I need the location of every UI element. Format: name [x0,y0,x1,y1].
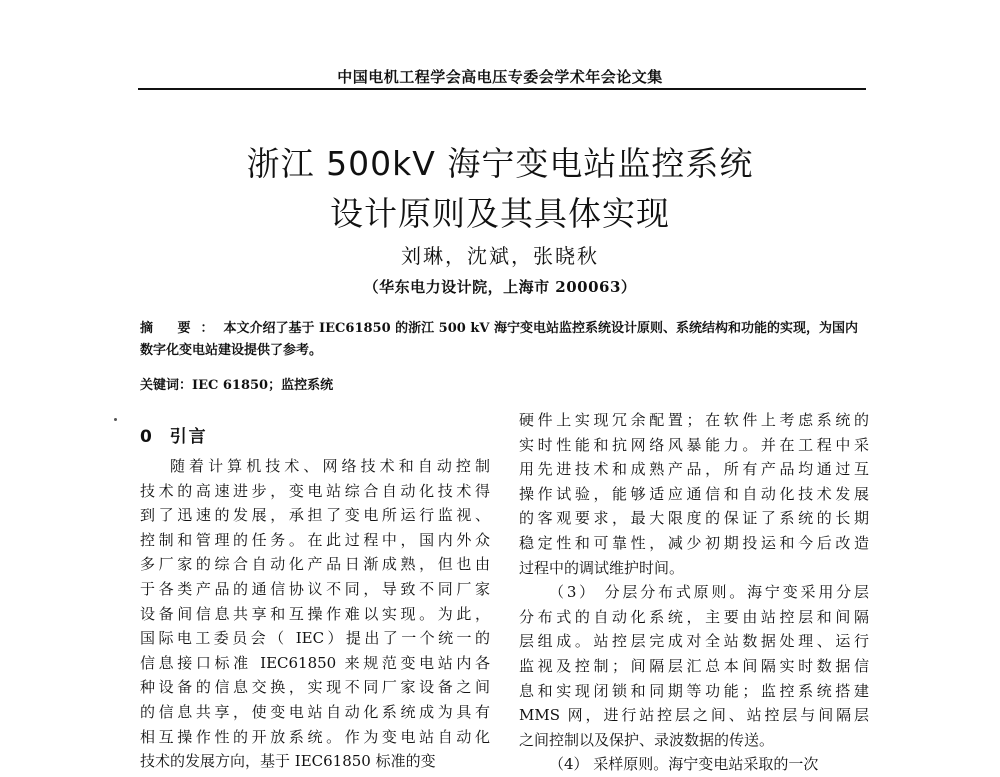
right-column [519,408,869,777]
text-line: 技术的高速进步，变电站综合自动化技术得 [140,481,490,500]
text-line: 种设备的信息交换，实现不同厂家设备之间 [140,678,490,697]
text-line: 稳定性和可靠性，减少初期投运和今后改造 [519,533,869,552]
text-line: 控制和管理的任务。在此过程中，国内外众 [140,530,490,549]
text-line: MMS 网，进行站控层之间、站控层与间隔层 [519,706,869,725]
text-line: 的信息共享，使变电站自动化系统成为具有 [140,702,490,721]
abstract [140,318,868,362]
text-line: 国际电工委员会（ IEC）提出了一个统一的 [140,629,490,648]
paper-title-line-1: 浙江 500kV 海宁变电站监控系统 [246,144,754,183]
header-rule [138,88,866,90]
affiliation: （华东电力设计院，上海市 200063） [363,278,637,296]
text-line: 层组成。站控层完成对全站数据处理、运行 [519,632,869,651]
section-number: 0 [140,427,154,447]
text-line: 随着计算机技术、网络技术和自动控制 [170,457,490,475]
text-line: 于各类产品的通信协议不同，导致不同厂家 [140,579,490,598]
left-column [140,454,490,774]
text-line: （3） 分层分布式原则。海宁变采用分层 [549,583,869,602]
section-heading [140,422,208,447]
text-line: 之间控制以及保护、录波数据的传送。 [519,730,775,749]
keywords-text: IEC 61850；监控系统 [192,378,334,393]
text-line: 监视及控制；间隔层汇总本间隔实时数据信 [519,656,869,675]
text-line: 的客观要求，最大限度的保证了系统的长期 [519,509,869,528]
text-line: 操作试验，能够适应通信和自动化技术发展 [519,484,869,503]
text-line: 到了迅速的发展，承担了变电所运行监视、 [140,506,490,525]
text-line: 息和实现闭锁和同期等功能；监控系统搭建 [519,681,869,700]
text-line: 信息接口标准 IEC61850 来规范变电站内各 [140,653,490,672]
paper-title-line-2: 设计原则及其具体实现 [330,194,670,233]
text-line: 多厂家的综合自动化产品日渐成熟，但也由 [140,555,490,574]
section-title: 引言 [169,427,208,447]
keywords-label: 关键词： [140,378,193,393]
abstract-label: 摘 要： [140,321,224,336]
text-line: 技术的发展方向，基于 IEC61850 标准的变 [140,752,436,771]
text-line: 用先进技术和成熟产品，所有产品均通过互 [519,460,869,479]
text-line: 分布式的自动化系统，主要由站控层和间隔 [519,607,869,626]
text-line: （4） 采样原则。海宁变电站采取的一次 [549,755,819,774]
text-line: 实时性能和抗网络风暴能力。并在工程中采 [519,435,869,454]
text-line: 硬件上实现冗余配置；在软件上考虑系统的 [519,411,869,429]
keywords [140,374,868,393]
running-header: 中国电机工程学会高电压专委会学术年会论文集 [337,68,663,86]
margin-dot [114,418,117,421]
text-line: 过程中的调试维护时间。 [519,558,685,577]
text-line: 相互操作性的开放系统。作为变电站自动化 [140,727,490,746]
abstract-text: 本文介绍了基于 IEC61850 的浙江 500 kV 海宁变电站监控系统设计原则、系统结构和功能的实现，为国内数字化变电站建设提供了参考。 [140,321,858,358]
authors: 刘琳，沈斌，张晓秋 [401,244,599,268]
text-line: 设备间信息共享和互操作难以实现。为此， [140,604,490,623]
